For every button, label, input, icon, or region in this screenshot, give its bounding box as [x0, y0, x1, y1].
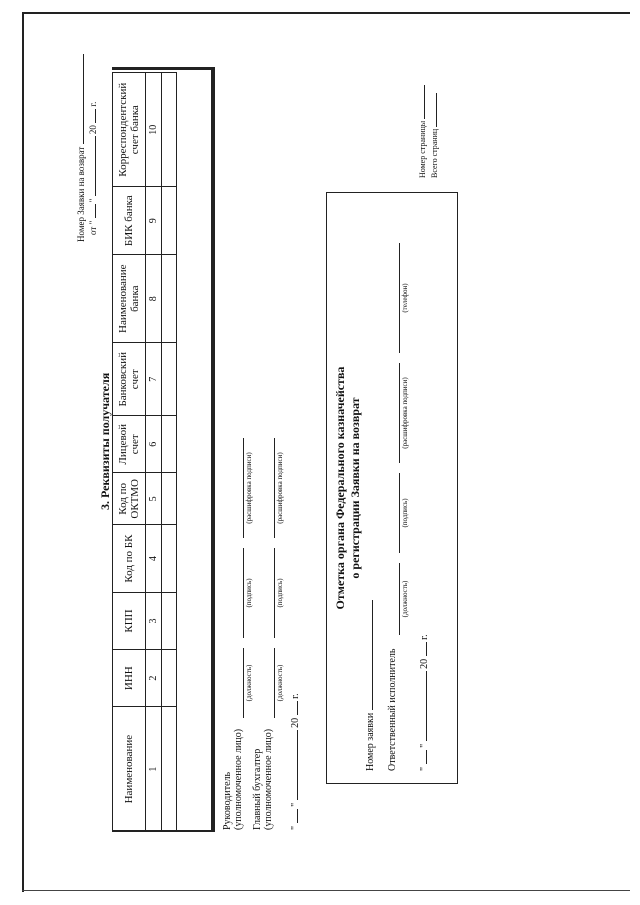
request-date-quote: " [88, 198, 98, 203]
stamp-date-year-suffix: г. [419, 634, 430, 640]
request-number-line [76, 54, 86, 242]
request-year-suffix: г. [88, 101, 98, 107]
table-cell: 8 [146, 255, 162, 343]
page-number-blank [424, 85, 425, 119]
head-label-1: Руководитель [222, 771, 233, 830]
header-corr-account: Корреспондентский счет банка [113, 73, 146, 187]
table-cell [162, 73, 177, 187]
accountant-label-2: (уполномоченное лицо) [263, 728, 274, 830]
stamp-request-number-label: Номер заявки [365, 712, 376, 771]
accountant-signature-line [274, 548, 275, 638]
date-year-prefix: 20 [290, 717, 301, 728]
head-label [222, 729, 244, 830]
head-signature-caption: (подпись) [245, 578, 253, 608]
stamp-date-year-prefix: 20 [419, 658, 430, 669]
header-oktmo-code: Код по ОКТМО [113, 473, 146, 525]
date-month-blank [297, 730, 298, 800]
header-name: Наименование [113, 707, 146, 832]
table-header-row [113, 73, 146, 832]
head-decoding-caption: (расшифровка подписи) [245, 452, 253, 524]
stamp-title-2: о регистрации Заявки на возврат [348, 397, 362, 579]
table-row [162, 73, 177, 832]
header-bank-account: Банковский счет [113, 343, 146, 416]
accountant-label-1: Главный бухгалтер [252, 748, 263, 830]
header-kpp: КПП [113, 592, 146, 649]
stamp-signature-line [399, 473, 400, 553]
page-total-line [430, 93, 439, 178]
header-bik: БИК банка [113, 187, 146, 255]
request-number-blank [83, 54, 84, 144]
request-year-blank [95, 109, 96, 123]
table-cell: 1 [146, 707, 162, 832]
accountant-position-caption: (должность) [276, 664, 284, 702]
stamp-date-month-blank [426, 671, 427, 741]
header-personal-account: Лицевой счет [113, 416, 146, 473]
scan-frame-left [22, 12, 24, 892]
accountant-decoding-caption: (расшифровка подписи) [276, 452, 284, 524]
stamp-position-caption: (должность) [401, 580, 409, 618]
head-signature-line [243, 548, 244, 638]
date-year-suffix: г. [290, 693, 301, 699]
table-cell [162, 343, 177, 416]
stamp-date-quote-open: " [419, 766, 430, 771]
rotated-document [40, 30, 640, 890]
accountant-position-line [274, 648, 275, 718]
accountant-signature-caption: (подпись) [276, 578, 284, 608]
table-cell [162, 416, 177, 473]
table-cell: 10 [146, 73, 162, 187]
table-cell [162, 707, 177, 832]
stamp-executor-label: Ответственный исполнитель [387, 648, 398, 771]
stamp-phone-line [399, 243, 400, 353]
table-cell: 5 [146, 473, 162, 525]
stamp-date-year-blank [426, 642, 427, 656]
head-position-caption: (должность) [245, 664, 253, 702]
table-cell [162, 525, 177, 593]
page-total-blank [436, 93, 437, 127]
treasury-stamp-box [326, 192, 458, 784]
table-cell [162, 650, 177, 707]
table-cell: 4 [146, 525, 162, 593]
table-cell: 7 [146, 343, 162, 416]
stamp-request-number [365, 600, 376, 771]
page-total-label: Всего страниц [430, 128, 439, 178]
stamp-title-1: Отметка органа Федерального казначейства [333, 366, 347, 610]
request-month-blank [95, 136, 96, 196]
request-number-label: Номер Заявки на возврат [76, 146, 86, 242]
header-inn: ИНН [113, 650, 146, 707]
table-cell [162, 473, 177, 525]
header-bank-name: Наименование банка [113, 255, 146, 343]
request-date-line [88, 102, 98, 235]
head-position-line [243, 648, 244, 718]
request-day-blank [95, 205, 96, 219]
date-quote-close: " [290, 802, 301, 807]
header-bk-code: Код по БК [113, 525, 146, 593]
stamp-position-line [399, 563, 400, 635]
table-cell: 9 [146, 187, 162, 255]
stamp-executor [387, 649, 398, 771]
date-year-blank [297, 701, 298, 715]
scan-frame-top [22, 12, 630, 14]
table-cell [162, 187, 177, 255]
recipient-requisites-table [112, 72, 177, 832]
request-date-from: от " [88, 220, 98, 235]
page-number-line [418, 85, 427, 178]
date-quote-open: " [290, 825, 301, 830]
stamp-decoding-caption: (расшифровка подписи) [401, 377, 409, 449]
table-cell [162, 592, 177, 649]
request-year-prefix: 20 [88, 125, 98, 135]
accountant-decoding-line [274, 438, 275, 538]
head-label-2: (уполномоченное лицо) [233, 728, 244, 830]
table-cell: 2 [146, 650, 162, 707]
table-cell [162, 255, 177, 343]
table-cell: 6 [146, 416, 162, 473]
date-day-blank [297, 809, 298, 823]
stamp-signature-caption: (подпись) [401, 498, 409, 528]
head-decoding-line [243, 438, 244, 538]
section-title: 3. Реквизиты получателя [98, 372, 112, 510]
signature-date [290, 693, 301, 830]
table-number-row [146, 73, 162, 832]
stamp-phone-caption: (телефон) [401, 283, 409, 313]
scan-frame-bottom [22, 890, 630, 891]
stamp-date [419, 634, 430, 771]
stamp-decoding-line [399, 363, 400, 463]
table-cell: 3 [146, 592, 162, 649]
stamp-request-number-blank [372, 600, 373, 710]
accountant-label [252, 729, 274, 830]
stamp-date-quote-close: " [419, 743, 430, 748]
stamp-date-day-blank [426, 750, 427, 764]
page-number-label: Номер страницы [418, 120, 427, 178]
